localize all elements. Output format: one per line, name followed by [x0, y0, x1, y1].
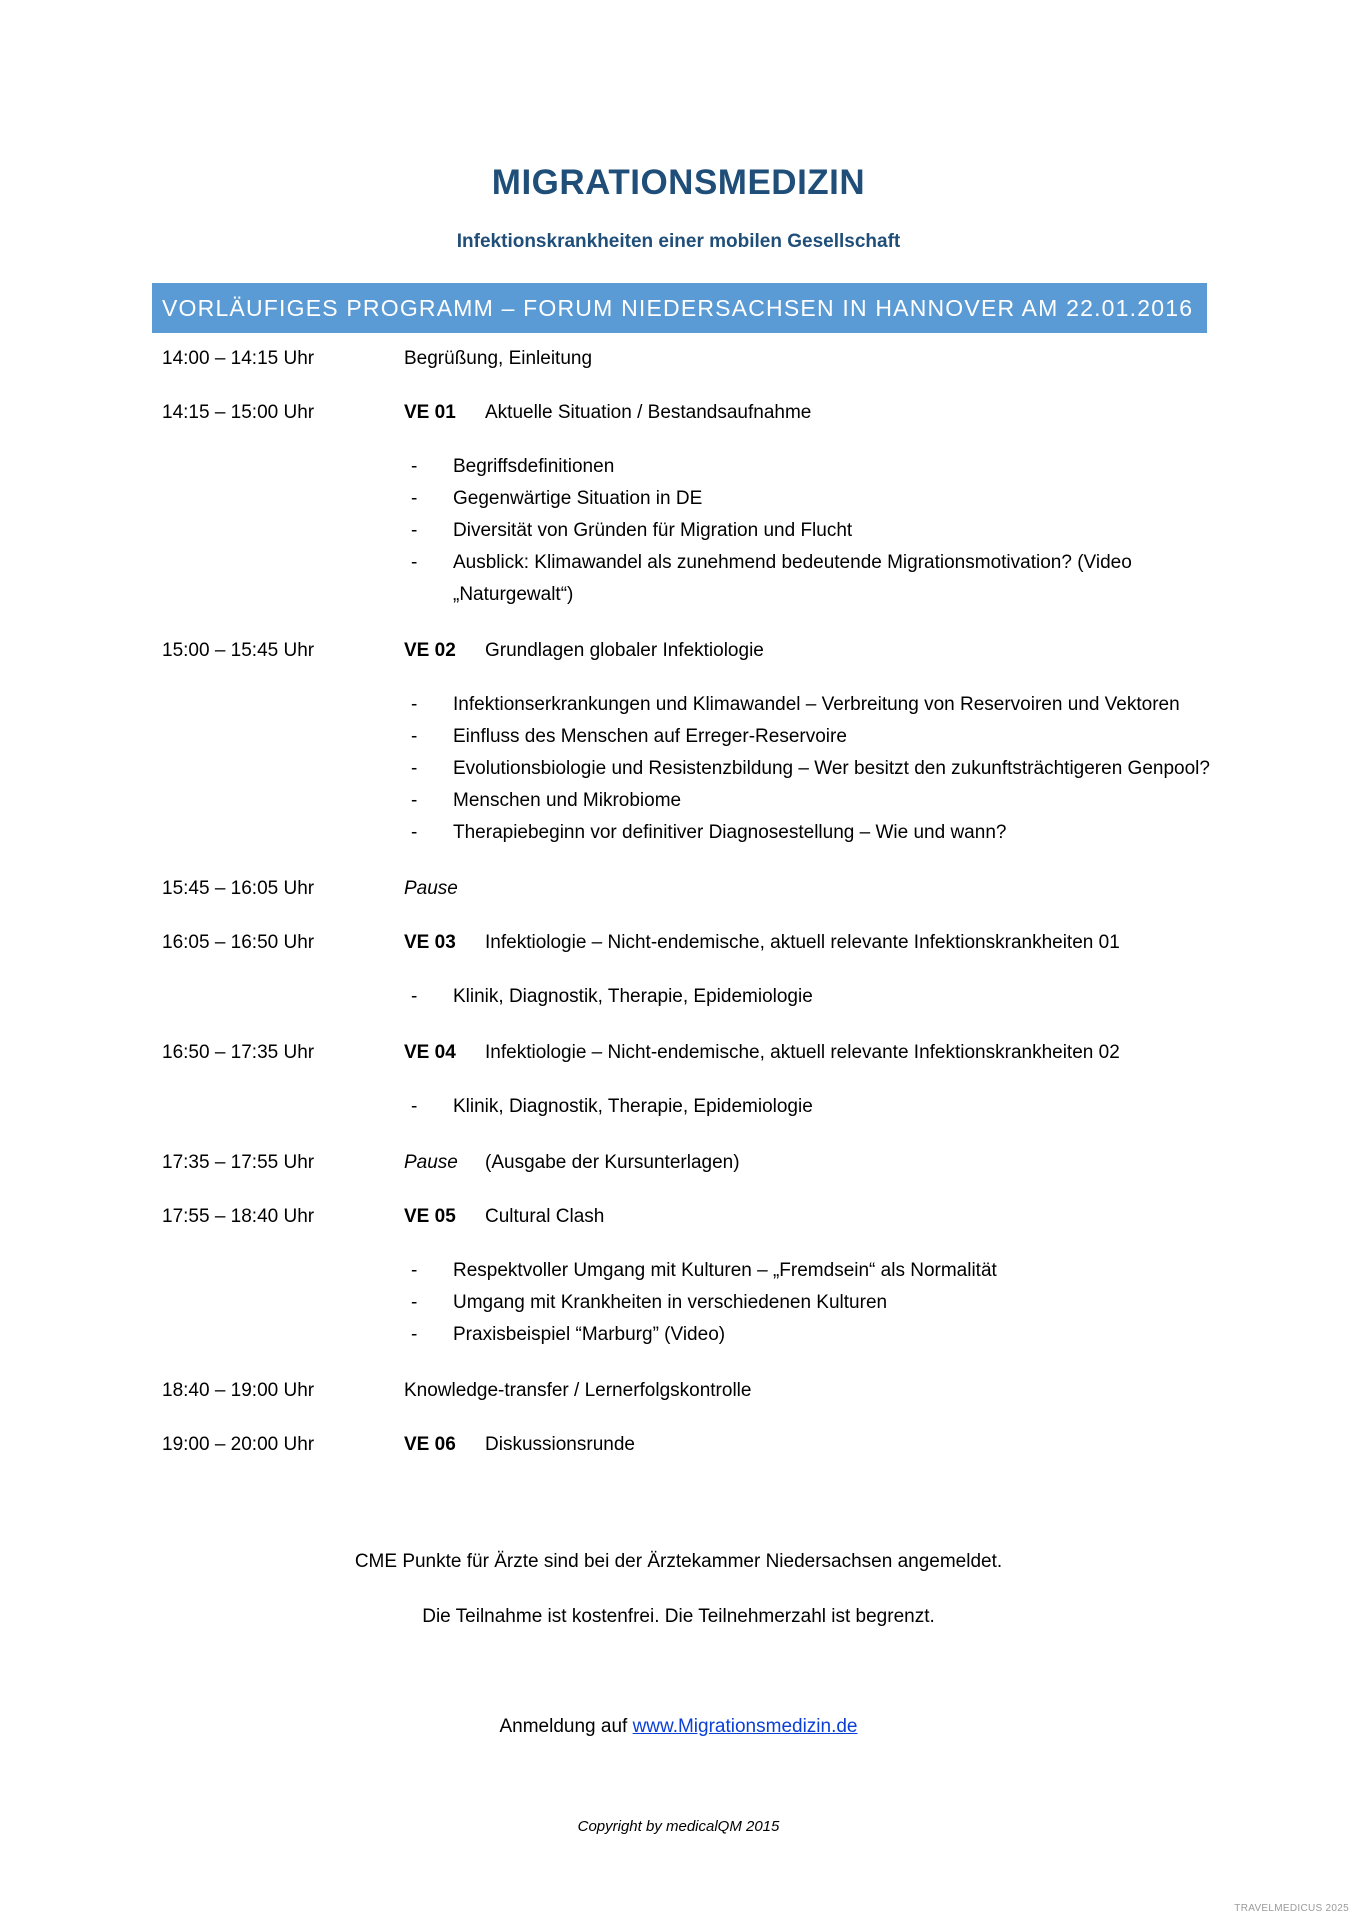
topic-text: Infektionserkrankungen und Klimawandel – Verbreitung von Reservoiren und Vektoren — [453, 694, 1180, 715]
topic-text: Evolutionsbiologie und Resistenzbildung – Wer besitzt den zukunftsträchtigeren Genpool? — [453, 758, 1210, 779]
schedule-row-ve03 — [162, 929, 1202, 957]
bullet-dash: - — [411, 790, 418, 811]
session-time: 16:05 – 16:50 Uhr — [162, 932, 315, 953]
bullet-dash: - — [411, 986, 418, 1007]
bullet-dash: - — [411, 1260, 418, 1281]
registration-note — [0, 1716, 1357, 1738]
session-time: 16:50 – 17:35 Uhr — [162, 1042, 315, 1063]
topic-item — [162, 981, 1213, 1013]
topic-item — [162, 451, 1213, 483]
schedule-row-ve06 — [162, 1431, 1202, 1459]
page-subtitle: Infektionskrankheiten einer mobilen Gesellschaft — [456, 231, 901, 252]
topic-text: Ausblick: Klimawandel als zunehmend bedeutende Migrationsmotivation? (Video „Naturgewalt“) — [453, 552, 1132, 605]
session-topics-ve05 — [162, 1255, 1202, 1351]
schedule-row-welcome — [162, 345, 1202, 373]
session-code: VE 03 — [404, 932, 456, 953]
schedule-row-ve01 — [162, 399, 1202, 427]
schedule-row-knowledge-transfer — [162, 1377, 1202, 1405]
session-code: VE 06 — [404, 1434, 456, 1455]
topic-item — [162, 1091, 1213, 1123]
topic-item — [162, 721, 1213, 753]
program-banner: VORLÄUFIGES PROGRAMM – FORUM NIEDERSACHSEN IN HANNOVER AM 22.01.2016 — [152, 283, 1207, 333]
participation-note: Die Teilnahme ist kostenfrei. Die Teilnehmerzahl ist begrenzt. — [422, 1606, 935, 1627]
bullet-dash: - — [411, 758, 418, 779]
session-topics-ve04 — [162, 1091, 1202, 1123]
session-time: 15:45 – 16:05 Uhr — [162, 878, 315, 899]
session-code: VE 02 — [404, 640, 456, 661]
watermark: TRAVELMEDICUS 2025 — [1234, 1903, 1349, 1914]
session-title: Begrüßung, Einleitung — [404, 348, 593, 369]
topic-item — [162, 753, 1213, 785]
session-time: 15:00 – 15:45 Uhr — [162, 640, 315, 661]
topic-item — [162, 1255, 1213, 1287]
topic-text: Respektvoller Umgang mit Kulturen – „Fremdsein“ als Normalität — [453, 1260, 997, 1281]
topic-text: Menschen und Mikrobiome — [453, 790, 682, 811]
topic-text: Klinik, Diagnostik, Therapie, Epidemiologie — [453, 986, 813, 1007]
session-time: 17:55 – 18:40 Uhr — [162, 1206, 315, 1227]
schedule-row-ve02 — [162, 637, 1202, 665]
bullet-dash: - — [411, 552, 418, 573]
topic-item — [162, 689, 1213, 721]
schedule-row-ve05 — [162, 1203, 1202, 1231]
bullet-dash: - — [411, 1324, 418, 1345]
topic-text: Therapiebeginn vor definitiver Diagnosestellung – Wie und wann? — [453, 822, 1007, 843]
schedule-row-break-1 — [162, 875, 1202, 903]
break-label: Pause — [404, 878, 458, 899]
topic-text: Einfluss des Menschen auf Erreger-Reservoire — [453, 726, 847, 747]
session-title: Infektiologie – Nicht-endemische, aktuell relevante Infektionskrankheiten 02 — [485, 1042, 1120, 1063]
session-code: VE 01 — [404, 402, 456, 423]
schedule-row-ve04 — [162, 1039, 1202, 1067]
bullet-dash: - — [411, 488, 418, 509]
copyright-note: Copyright by medicalQM 2015 — [577, 1818, 780, 1835]
break-note: (Ausgabe der Kursunterlagen) — [485, 1152, 740, 1173]
registration-link[interactable]: www.Migrationsmedizin.de — [632, 1716, 858, 1737]
schedule-row-break-2 — [162, 1149, 1202, 1177]
topic-text: Begriffsdefinitionen — [453, 456, 615, 477]
session-title: Grundlagen globaler Infektiologie — [485, 640, 764, 661]
cme-note: CME Punkte für Ärzte sind bei der Ärztekammer Niedersachsen angemeldet. — [354, 1551, 1003, 1572]
session-time: 17:35 – 17:55 Uhr — [162, 1152, 315, 1173]
topic-item — [162, 1319, 1213, 1351]
session-time: 19:00 – 20:00 Uhr — [162, 1434, 315, 1455]
topic-text: Umgang mit Krankheiten in verschiedenen Kulturen — [453, 1292, 888, 1313]
session-code: VE 05 — [404, 1206, 456, 1227]
session-title: Infektiologie – Nicht-endemische, aktuell relevante Infektionskrankheiten 01 — [485, 932, 1120, 953]
bullet-dash: - — [411, 822, 418, 843]
topic-item — [162, 515, 1213, 547]
session-time: 18:40 – 19:00 Uhr — [162, 1380, 315, 1401]
session-title: Cultural Clash — [485, 1206, 605, 1227]
session-topics-ve02 — [162, 689, 1210, 849]
topic-item — [162, 785, 1213, 817]
topic-item — [162, 1287, 1213, 1319]
topic-item — [162, 547, 1213, 611]
session-title: Aktuelle Situation / Bestandsaufnahme — [485, 402, 812, 423]
session-time: 14:00 – 14:15 Uhr — [162, 348, 315, 369]
bullet-dash: - — [411, 694, 418, 715]
session-topics-ve03 — [162, 981, 1202, 1013]
bullet-dash: - — [411, 520, 418, 541]
session-title: Diskussionsrunde — [485, 1434, 635, 1455]
program-schedule — [162, 345, 1210, 1485]
topic-text: Diversität von Gründen für Migration und Flucht — [453, 520, 853, 541]
bullet-dash: - — [411, 456, 418, 477]
session-topics-ve01 — [162, 451, 1202, 611]
topic-item — [162, 483, 1213, 515]
registration-prefix: Anmeldung auf — [499, 1716, 633, 1737]
topic-item — [162, 817, 1213, 849]
session-time: 14:15 – 15:00 Uhr — [162, 402, 315, 423]
page-title: MIGRATIONSMEDIZIN — [491, 163, 866, 202]
bullet-dash: - — [411, 1292, 418, 1313]
session-title: Knowledge-transfer / Lernerfolgskontrolle — [404, 1380, 752, 1401]
bullet-dash: - — [411, 726, 418, 747]
topic-text: Praxisbeispiel “Marburg” (Video) — [453, 1324, 726, 1345]
break-label: Pause — [404, 1152, 458, 1173]
topic-text: Gegenwärtige Situation in DE — [453, 488, 703, 509]
topic-text: Klinik, Diagnostik, Therapie, Epidemiologie — [453, 1096, 813, 1117]
bullet-dash: - — [411, 1096, 418, 1117]
session-code: VE 04 — [404, 1042, 456, 1063]
